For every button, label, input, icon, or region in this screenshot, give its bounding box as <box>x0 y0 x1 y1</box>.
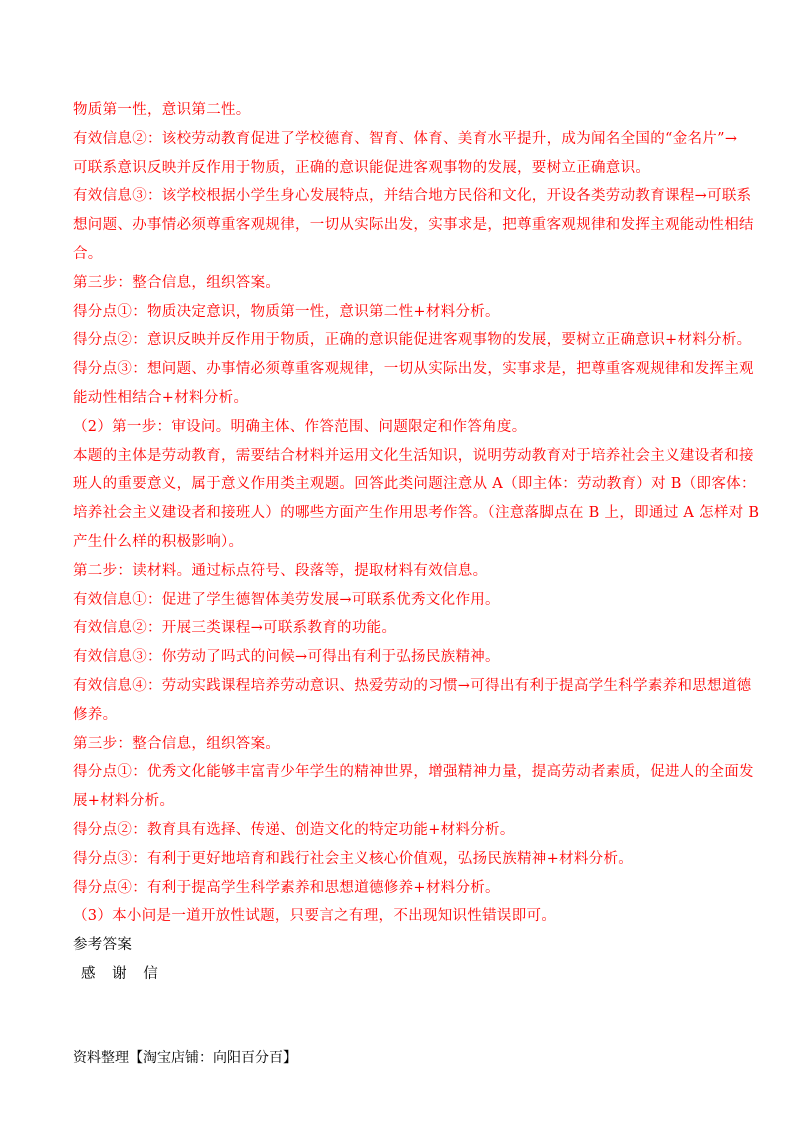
text-line: 有效信息③：该学校根据小学生身心发展特点，并结合地方民俗和文化，开设各类劳动教育课程→可联系 <box>73 188 752 205</box>
text-line: 得分点②：意识反映并反作用于物质，正确的意识能促进客观事物的发展，要树立正确意识+材料分析。 <box>73 332 752 349</box>
text-line: 第二步：读材料。通过标点符号、段落等，提取材料有效信息。 <box>73 562 488 579</box>
text-line: 有效信息④：劳动实践课程培养劳动意识、热爱劳动的习惯→可得出有利于提高学生科学素养和思想道德 <box>73 677 752 694</box>
text-line: 得分点③：有利于更好地培育和践行社会主义核心价值观，弘扬民族精神+材料分析。 <box>73 850 634 867</box>
text-line: 得分点①：物质决定意识，物质第一性，意识第二性+材料分析。 <box>73 303 500 320</box>
text-line: 有效信息②：该校劳动教育促进了学校德育、智育、体育、美育水平提升，成为闻名全国的“金名片”→ <box>73 130 738 147</box>
text-line: 有效信息③：你劳动了吗式的问候→可得出有利于弘扬民族精神。 <box>73 649 500 666</box>
text-line: 产生什么样的积极影响）。 <box>73 533 244 550</box>
footer-source-note: 资料整理【淘宝店铺：向阳百分百】 <box>73 1050 297 1066</box>
text-line: 第三步：整合信息，组织答案。 <box>73 735 281 752</box>
text-line: 可联系意识反映并反作用于物质，正确的意识能促进客观事物的发展，要树立正确意识。 <box>73 159 651 176</box>
text-line: 第三步：整合信息，组织答案。 <box>73 274 281 291</box>
text-line: 培养社会主义建设者和接班人）的哪些方面产生作用思考作答。（注意落脚点在 B 上，即通过 A 怎样对 B <box>73 505 760 522</box>
thank-you-letter-title: 感 谢 信 <box>81 965 164 982</box>
document-body <box>73 96 760 989</box>
reference-answer-heading: 参考答案 <box>73 937 133 954</box>
text-line: 得分点③：想问题、办事情必须尊重客观规律，一切从实际出发，实事求是，把尊重客观规律和发挥主观 <box>73 361 754 378</box>
text-line: 合。 <box>73 245 103 262</box>
text-line: 有效信息①：促进了学生德智体美劳发展→可联系优秀文化作用。 <box>73 591 500 608</box>
text-line: 有效信息②：开展三类课程→可联系教育的功能。 <box>73 620 397 637</box>
text-line: 能动性相结合+材料分析。 <box>73 389 249 406</box>
text-line: 得分点②：教育具有选择、传递、创造文化的特定功能+材料分析。 <box>73 821 515 838</box>
text-line: 得分点①：优秀文化能够丰富青少年学生的精神世界，增强精神力量，提高劳动者素质，促进人的全面发 <box>73 764 754 781</box>
text-line: 修养。 <box>73 706 118 723</box>
text-line: 物质第一性，意识第二性。 <box>73 102 251 118</box>
text-line: 得分点④：有利于提高学生科学素养和思想道德修养+材料分析。 <box>73 879 500 896</box>
text-line: 想问题、办事情必须尊重客观规律，一切从实际出发，实事求是，把尊重客观规律和发挥主观能动性相结 <box>73 217 754 234</box>
text-line: （3）本小问是一道开放性试题，只要言之有理，不出现知识性错误即可。 <box>73 908 557 925</box>
text-line: 本题的主体是劳动教育，需要结合材料并运用文化生活知识，说明劳动教育对于培养社会主义建设者和接 <box>73 447 754 464</box>
text-line: 展+材料分析。 <box>73 793 175 810</box>
text-line: （2）第一步：审设问。明确主体、作答范围、问题限定和作答角度。 <box>73 418 527 435</box>
text-line: 班人的重要意义，属于意义作用类主观题。回答此类问题注意从 A（即主体：劳动教育）对 B（即客体： <box>73 476 756 493</box>
